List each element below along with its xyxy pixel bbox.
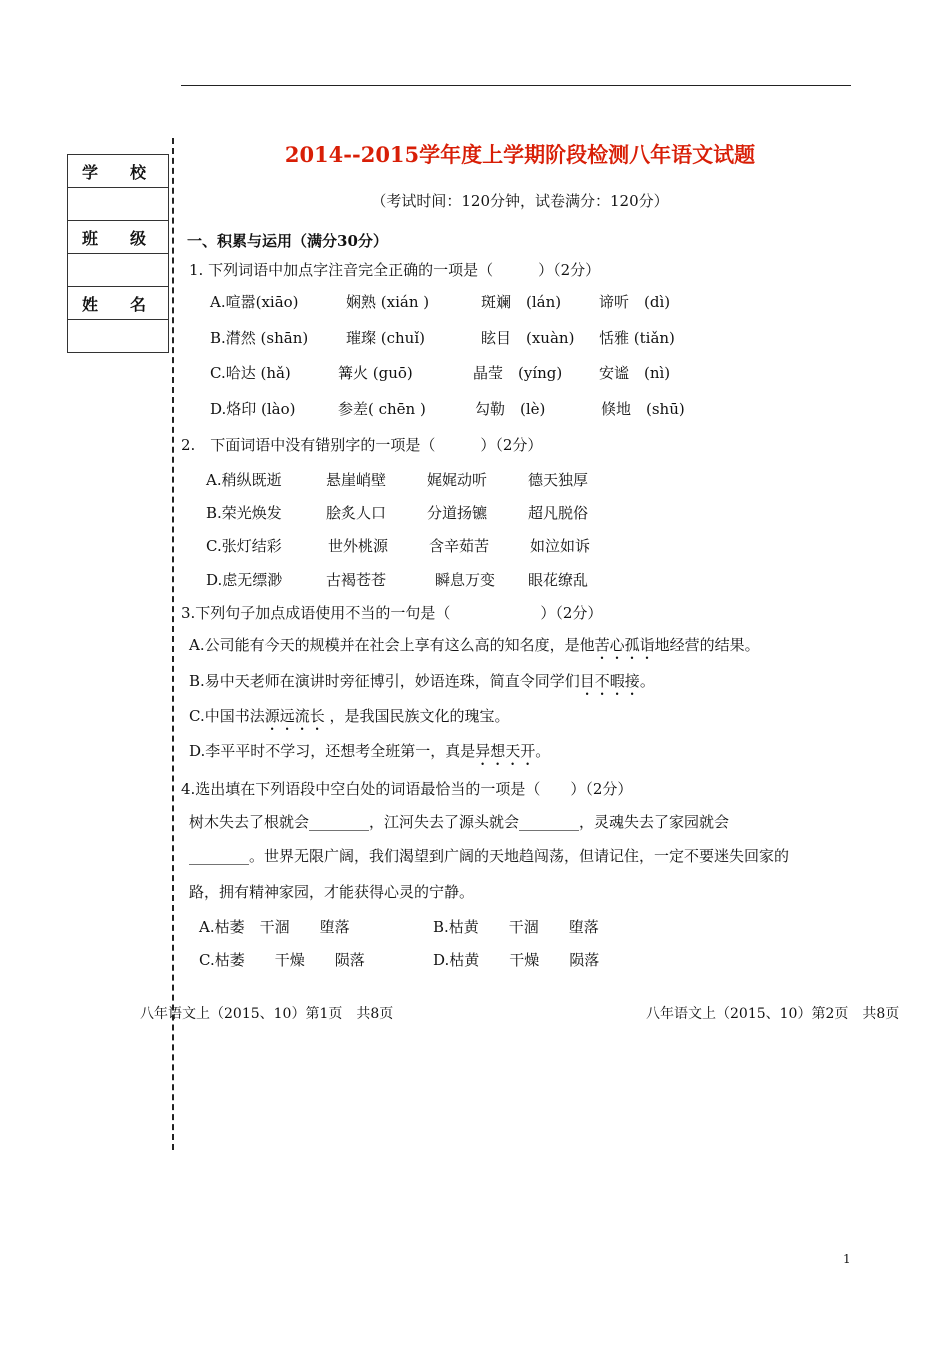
q2-option-d-4: 眼花缭乱 <box>528 571 589 589</box>
name-field[interactable] <box>68 320 169 353</box>
q4-option-d: D.枯黄 干燥 陨落 <box>433 951 600 969</box>
q1-option-a-1: A.喧嚣(xiāo) <box>210 293 299 311</box>
q1-option-c-1: C.哈达 (hǎ) <box>210 364 291 382</box>
binding-dashed-line <box>172 138 174 1150</box>
q1-option-d-1: D.烙印 (lào) <box>210 400 296 418</box>
q1-option-a-3: 斑斓 (lán) <box>481 293 562 311</box>
q2-option-a-2: 悬崖峭壁 <box>326 471 387 489</box>
q2-option-d-1: D.虑无缥渺 <box>206 571 283 589</box>
student-info-table <box>67 154 169 353</box>
q4-stem: 4.选出填在下列语段中空白处的词语最恰当的一项是（ ）（2分） <box>181 780 633 798</box>
q2-option-c-2: 世外桃源 <box>328 537 389 555</box>
q1-option-c-3: 晶莹 (yíng) <box>473 364 563 382</box>
top-rule <box>181 85 851 86</box>
q2-option-b-1: B.荣光焕发 <box>206 504 282 522</box>
q2-option-b-2: 脍炙人口 <box>326 504 387 522</box>
q1-stem: 1. 下列词语中加点字注音完全正确的一项是（ ）（2分） <box>189 261 601 279</box>
q3-stem: 3.下列句子加点成语使用不当的一句是（ ）（2分） <box>181 604 603 622</box>
q1-option-b-1: B.潸然 (shān) <box>210 329 309 347</box>
q2-option-a-3: 娓娓动听 <box>427 471 488 489</box>
q3-c-idiom: 源远流长 <box>264 707 325 725</box>
q4-option-a: A.枯萎 干涸 堕落 <box>199 918 350 936</box>
q1-option-c-4: 安谧 (nì) <box>599 364 671 382</box>
q2-option-c-1: C.张灯结彩 <box>206 537 282 555</box>
q2-option-b-4: 超凡脱俗 <box>528 504 589 522</box>
q1-option-a-2: 娴熟 (xián ) <box>346 293 430 311</box>
q2-option-d-3: 瞬息万变 <box>435 571 496 589</box>
school-label: 学 校 <box>68 155 169 188</box>
q3-a-idiom: 苦心孤诣 <box>594 636 655 654</box>
page-number: 1 <box>843 1252 851 1266</box>
q3-b-idiom: 目不暇接 <box>579 672 640 690</box>
q1-option-b-4: 恬雅 (tiǎn) <box>599 329 675 347</box>
q2-stem: 2. 下面词语中没有错别字的一项是（ ）（2分） <box>181 436 543 454</box>
q4-passage-line-2: ________。世界无限广阔，我们渴望到广阔的天地趋闯荡，但请记住，一定不要迷失回家的 <box>189 847 790 865</box>
footer-left: 八年语文上（2015、10）第1页 共8页 <box>140 1006 394 1022</box>
q2-option-b-3: 分道扬镳 <box>427 504 488 522</box>
q1-option-b-2: 璀璨 (chuǐ) <box>346 329 425 347</box>
q3-option-c: C.中国书法源远流长 ，是我国民族文化的瑰宝。 <box>189 707 510 725</box>
q4-option-b: B.枯黄 干涸 堕落 <box>433 918 599 936</box>
q4-passage-line-3: 路，拥有精神家园，才能获得心灵的宁静。 <box>189 883 475 901</box>
q4-option-c: C.枯萎 干燥 陨落 <box>199 951 365 969</box>
q1-option-c-2: 篝火 (guō) <box>338 364 413 382</box>
q1-option-a-4: 谛听 (dì) <box>599 293 671 311</box>
q2-option-a-4: 德天独厚 <box>528 471 589 489</box>
q1-option-d-2: 参差( chēn ) <box>338 400 426 418</box>
class-label: 班 级 <box>68 221 169 254</box>
section-heading: 一、积累与运用（满分30分） <box>187 232 388 250</box>
q2-option-d-2: 古褐苍苍 <box>326 571 387 589</box>
q2-option-c-4: 如泣如诉 <box>530 537 591 555</box>
q2-option-c-3: 含辛茹苦 <box>429 537 490 555</box>
q3-option-b: B.易中天老师在演讲时旁征博引，妙语连珠，简直令同学们目不暇接。 <box>189 672 655 690</box>
q1-option-b-3: 眩目 (xuàn) <box>481 329 575 347</box>
exam-title: 2014--2015学年度上学期阶段检测八年语文试题 <box>284 142 756 167</box>
q3-d-idiom: 异想天开 <box>475 742 536 760</box>
q1-option-d-3: 勾勒 (lè) <box>475 400 546 418</box>
q3-option-a: A.公司能有今天的规模并在社会上享有这么高的知名度，是他苦心孤诣地经营的结果。 <box>189 636 760 654</box>
exam-subtitle: （考试时间：120分钟，试卷满分：120分） <box>371 192 669 210</box>
q4-passage-line-1: 树木失去了根就会________，江河失去了源头就会________，灵魂失去了家园就会 <box>189 813 730 831</box>
q2-option-a-1: A.稍纵既逝 <box>206 471 282 489</box>
q3-option-d: D.李平平时不学习，还想考全班第一，真是异想天开。 <box>189 742 551 760</box>
name-label: 姓 名 <box>68 287 169 320</box>
q1-option-d-4: 倏地 (shū) <box>601 400 685 418</box>
school-field[interactable] <box>68 188 169 221</box>
footer-right: 八年语文上（2015、10）第2页 共8页 <box>646 1006 900 1022</box>
class-field[interactable] <box>68 254 169 287</box>
